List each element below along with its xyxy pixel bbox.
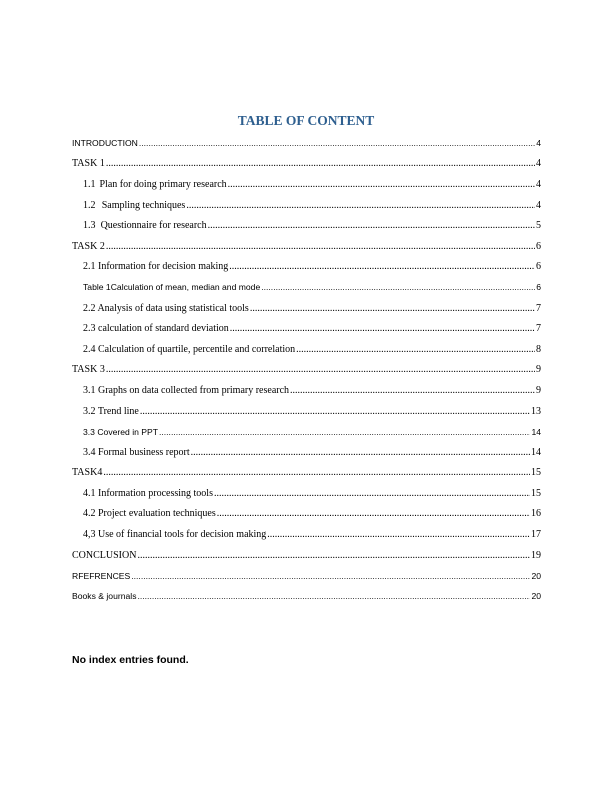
toc-entry-label: 4.1 Information processing tools [83,487,213,499]
toc-entry-label: 3.3 Covered in PPT [83,426,158,437]
toc-entry-label: 3.1 Graphs on data collected from primary research [83,384,290,396]
toc-entry-label: RFEFRENCES [72,570,131,581]
toc-entry-label: 2.1 Information for decision making [83,261,229,273]
toc-page-number: 8 [536,343,541,355]
toc-entry-label: Table 1Calculation of mean, median and mode [83,282,261,293]
no-index-message: No index entries found. [72,654,189,666]
toc-entry-label: Questionnaire for research [100,220,207,232]
toc-dot-leader [267,529,530,540]
toc-entry-label: 3.4 Formal business report [83,446,190,458]
toc-entry-4-2[interactable] [72,504,541,525]
toc-entry-task-4[interactable] [72,463,541,484]
toc-entry-1-1[interactable] [72,174,541,195]
toc-entry-1-2[interactable] [72,195,541,216]
toc-entry-conclusion[interactable] [72,545,541,566]
toc-dot-leader [106,241,535,252]
toc-entry-label: INTRODUCTION [72,138,138,149]
toc-entry-label: Books & journals [72,591,137,602]
toc-entry-label: TASK 3 [72,364,105,376]
toc-entry-3-3[interactable] [72,421,541,442]
toc-dot-leader [250,303,535,314]
toc-entry-label: TASK 2 [72,240,105,252]
toc-dot-leader [290,385,535,396]
toc-entry-label: 3.2 Trend line [83,405,139,417]
toc-page-number: 6 [536,240,541,252]
toc-entry-label: TASK4 [72,467,103,479]
toc-page-number: 4 [536,158,541,170]
toc-dot-leader [229,261,535,272]
toc-page-number: 15 [531,467,541,479]
toc-page-number: 6 [536,282,541,293]
toc-list [72,133,541,607]
toc-dot-leader [296,344,535,355]
toc-entry-label: CONCLUSION [72,549,137,561]
toc-entry-label: Sampling techniques [101,199,186,211]
toc-entry-2-2[interactable] [72,298,541,319]
toc-page-number: 4 [536,178,541,190]
toc-entry-number: 1.1 [83,178,96,190]
toc-entry-label: 4,3 Use of financial tools for decision making [83,529,267,541]
toc-entry-task-1[interactable] [72,154,541,175]
toc-dot-leader [159,427,530,437]
toc-entry-number: 1.2 [83,199,96,211]
toc-entry-3-2[interactable] [72,401,541,422]
toc-page-number: 13 [531,405,541,417]
toc-entry-label: Plan for doing primary research [99,178,227,190]
toc-page-number: 14 [531,446,541,458]
toc-entry-books-journals[interactable] [72,586,541,607]
toc-page-number: 20 [531,570,541,581]
toc-dot-leader [106,364,535,375]
toc-entry-label: 2.2 Analysis of data using statistical tools [83,302,249,314]
toc-page-number: 14 [531,426,541,437]
toc-page-number: 5 [536,220,541,232]
toc-dot-leader [140,406,530,417]
toc-page-number: 4 [536,138,541,149]
toc-page-number: 19 [531,549,541,561]
toc-title: TABLE OF CONTENT [237,113,375,128]
toc-dot-leader [214,488,530,499]
toc-entry-1-3[interactable] [72,215,541,236]
toc-entry-table-1[interactable] [72,277,541,298]
toc-page-number: 7 [536,323,541,335]
toc-page-number: 20 [531,591,541,602]
toc-entry-label: 4.2 Project evaluation techniques [83,508,216,520]
toc-page-number: 6 [536,261,541,273]
toc-page-number: 17 [531,529,541,541]
toc-entry-label: 2.3 calculation of standard deviation [83,323,229,335]
toc-entry-2-4[interactable] [72,339,541,360]
toc-dot-leader [261,282,535,292]
toc-entry-4-3[interactable] [72,524,541,545]
toc-dot-leader [186,200,535,211]
toc-entry-2-3[interactable] [72,318,541,339]
toc-dot-leader [230,323,535,334]
toc-entry-4-1[interactable] [72,483,541,504]
toc-dot-leader [139,138,535,148]
toc-entry-task-3[interactable] [72,360,541,381]
toc-dot-leader [106,158,535,169]
toc-entry-label: 2.4 Calculation of quartile, percentile and correlation [83,343,296,355]
toc-page-number: 16 [531,508,541,520]
toc-page-number: 15 [531,487,541,499]
toc-entry-number: 1.3 [83,220,96,232]
toc-dot-leader [208,220,535,231]
toc-dot-leader [137,550,530,561]
toc-dot-leader [138,591,531,601]
toc-page-number: 9 [536,364,541,376]
toc-dot-leader [131,571,530,581]
toc-dot-leader [103,467,530,478]
toc-dot-leader [228,179,535,190]
toc-dot-leader [217,508,530,519]
toc-entry-introduction[interactable] [72,133,541,154]
toc-page-number: 7 [536,302,541,314]
toc-entry-references[interactable] [72,565,541,586]
toc-entry-3-1[interactable] [72,380,541,401]
toc-entry-3-4[interactable] [72,442,541,463]
toc-dot-leader [191,447,530,458]
toc-entry-label: TASK 1 [72,158,105,170]
toc-entry-task-2[interactable] [72,236,541,257]
toc-entry-2-1[interactable] [72,257,541,278]
toc-page-number: 9 [536,384,541,396]
toc-page-number: 4 [536,199,541,211]
